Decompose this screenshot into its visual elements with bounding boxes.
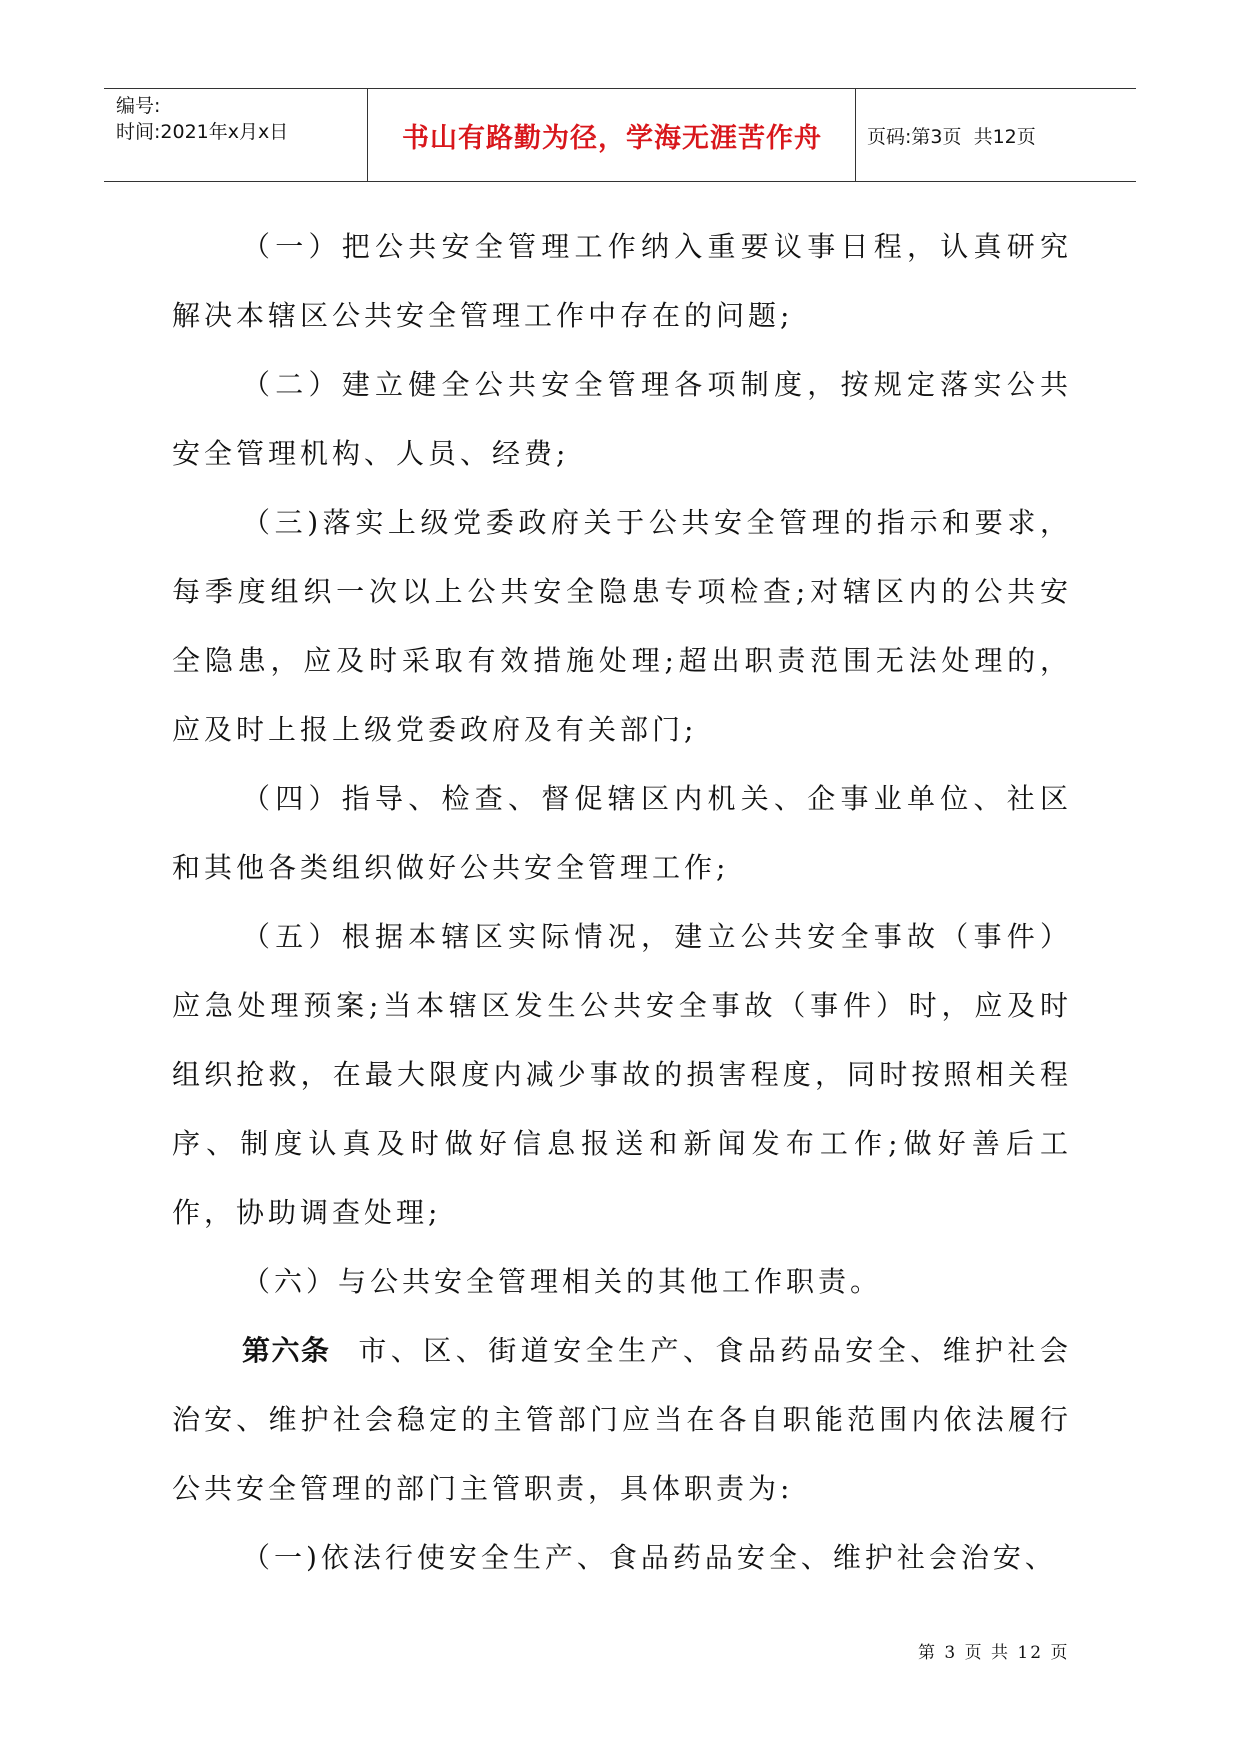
document-time-label: 时间:2021年x月x日 (116, 121, 289, 143)
paragraph-item-5: （五）根据本辖区实际情况，建立公共安全事故（事件）应急处理预案;当本辖区发生公共安全事故（事件）时，应及时组织抢救，在最大限度内减少事故的损害程度，同时按照相关程序、制度认真及时做好信息报送和新闻发布工作;做好善后工作，协助调查处理; (172, 920, 1072, 1229)
document-body (172, 212, 1072, 1592)
article-6-paragraph (172, 1316, 1072, 1523)
article-6-title: 第六条 (242, 1334, 331, 1367)
page-footer: 第 3 页 共 12 页 (918, 1643, 1070, 1663)
header-meta (116, 93, 360, 145)
header-divider-right (855, 89, 856, 181)
header-motto: 书山有路勤为径，学海无涯苦作舟 (402, 122, 822, 154)
paragraph-item-3: （三)落实上级党委政府关于公共安全管理的指示和要求，每季度组织一次以上公共安全隐患专项检查;对辖区内的公共安全隐患，应及时采取有效措施处理;超出职责范围无法处理的，应及时上报上级党委政府及有关部门; (172, 506, 1072, 746)
header-page-info: 页码:第3页 共12页 (867, 125, 1036, 148)
paragraph-item-4: （四）指导、检查、督促辖区内机关、企事业单位、社区和其他各类组织做好公共安全管理工作; (172, 782, 1072, 884)
paragraph-item-6: （六）与公共安全管理相关的其他工作职责。 (242, 1265, 883, 1298)
page-header (104, 88, 1136, 182)
article-6-text: 市、区、街道安全生产、食品药品安全、维护社会治安、维护社会稳定的主管部门应当在各自职能范围内依法履行公共安全管理的部门主管职责，具体职责为: (172, 1334, 1072, 1505)
document-number-label: 编号: (116, 95, 161, 117)
paragraph-item-1: （一）把公共安全管理工作纳入重要议事日程，认真研究解决本辖区公共安全管理工作中存在的问题; (172, 230, 1072, 332)
paragraph-continued: （一)依法行使安全生产、食品药品安全、维护社会治安、 (242, 1541, 1057, 1574)
paragraph-item-2: （二）建立健全公共安全管理各项制度，按规定落实公共安全管理机构、人员、经费; (172, 368, 1072, 470)
header-divider-left (367, 89, 368, 181)
